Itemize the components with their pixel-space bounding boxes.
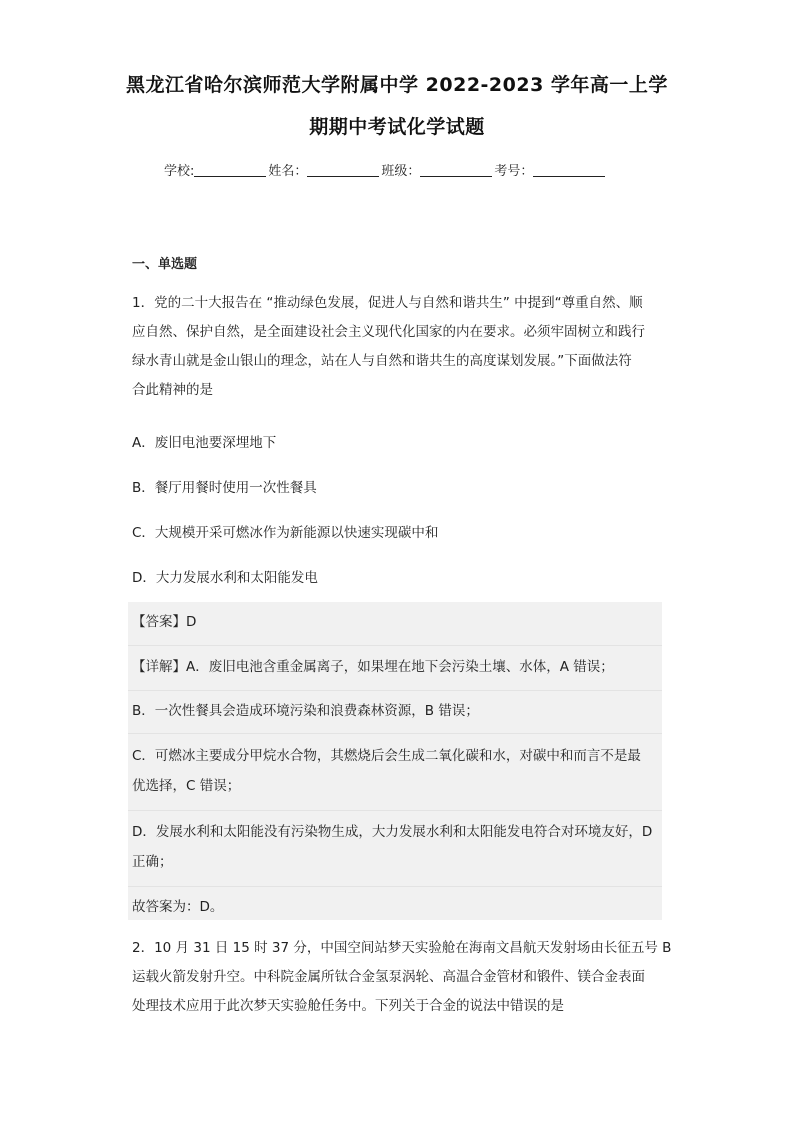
name-label: 姓名： bbox=[268, 164, 308, 179]
question-1-option-c: C．大规模开采可燃冰作为新能源以快速实现碳中和 bbox=[132, 525, 439, 541]
question-1-answer: 【答案】D bbox=[132, 614, 197, 630]
document-title-line-1: 黑龙江省哈尔滨师范大学附属中学 2022-2023 学年高一上学 bbox=[126, 74, 668, 96]
question-2-line: 2．10 月 31 日 15 时 37 分，中国空间站梦天实验舱在海南文昌航天发射场由长征五号 B bbox=[132, 940, 672, 956]
question-2-line: 处理技术应用于此次梦天实验舱任务中。下列关于合金的说法中错误的是 bbox=[132, 998, 564, 1014]
question-1-detail-line: 正确； bbox=[132, 854, 173, 870]
school-blank bbox=[194, 163, 266, 177]
student-info-row bbox=[164, 160, 607, 179]
question-1-detail-line: D．发展水利和太阳能没有污染物生成，大力发展水利和太阳能发电符合对环境友好，D bbox=[132, 824, 653, 840]
class-label: 班级： bbox=[381, 164, 421, 179]
question-1-line: 绿水青山就是金山银山的理念，站在人与自然和谐共生的高度谋划发展。”下面做法符 bbox=[132, 353, 632, 369]
question-2-line: 运载火箭发射升空。中科院金属所钛合金氢泵涡轮、高温合金管材和锻件、镁合金表面 bbox=[132, 969, 645, 985]
name-blank bbox=[307, 163, 379, 177]
question-1-line: 合此精神的是 bbox=[132, 382, 213, 398]
question-1-detail-line: B．一次性餐具会造成环境污染和浪费森林资源，B 错误； bbox=[132, 703, 479, 719]
question-1-option-d: D．大力发展水利和太阳能发电 bbox=[132, 570, 318, 586]
question-1-line: 应自然、保护自然，是全面建设社会主义现代化国家的内在要求。必须牢固树立和践行 bbox=[132, 324, 645, 340]
document-title-line-2: 期期中考试化学试题 bbox=[309, 116, 485, 138]
answer-divider bbox=[128, 886, 662, 887]
question-1-detail-line: 优选择，C 错误； bbox=[132, 778, 241, 794]
question-1-detail-line: C．可燃冰主要成分甲烷水合物，其燃烧后会生成二氧化碳和水，对碳中和而言不是最 bbox=[132, 748, 641, 764]
question-1-option-b: B．餐厅用餐时使用一次性餐具 bbox=[132, 480, 317, 496]
question-1-line: 1．党的二十大报告在 “推动绿色发展，促进人与自然和谐共生” 中提到“尊重自然、顺 bbox=[132, 295, 643, 311]
question-2-stem bbox=[132, 934, 672, 1021]
question-1-detail-line: 【详解】A．废旧电池含重金属离子，如果埋在地下会污染土壤、水体，A 错误； bbox=[132, 659, 614, 675]
answer-divider bbox=[128, 810, 662, 811]
question-1-stem bbox=[132, 289, 662, 405]
question-1-conclusion: 故答案为：D。 bbox=[132, 899, 224, 915]
section-heading: 一、单选题 bbox=[132, 257, 198, 272]
class-blank bbox=[420, 163, 492, 177]
question-1-option-a: A．废旧电池要深埋地下 bbox=[132, 435, 277, 451]
answer-divider bbox=[128, 645, 662, 646]
answer-divider bbox=[128, 733, 662, 734]
school-label: 学校: bbox=[164, 164, 195, 179]
exam-number-label: 考号： bbox=[494, 164, 534, 179]
exam-number-blank bbox=[533, 163, 605, 177]
answer-divider bbox=[128, 690, 662, 691]
